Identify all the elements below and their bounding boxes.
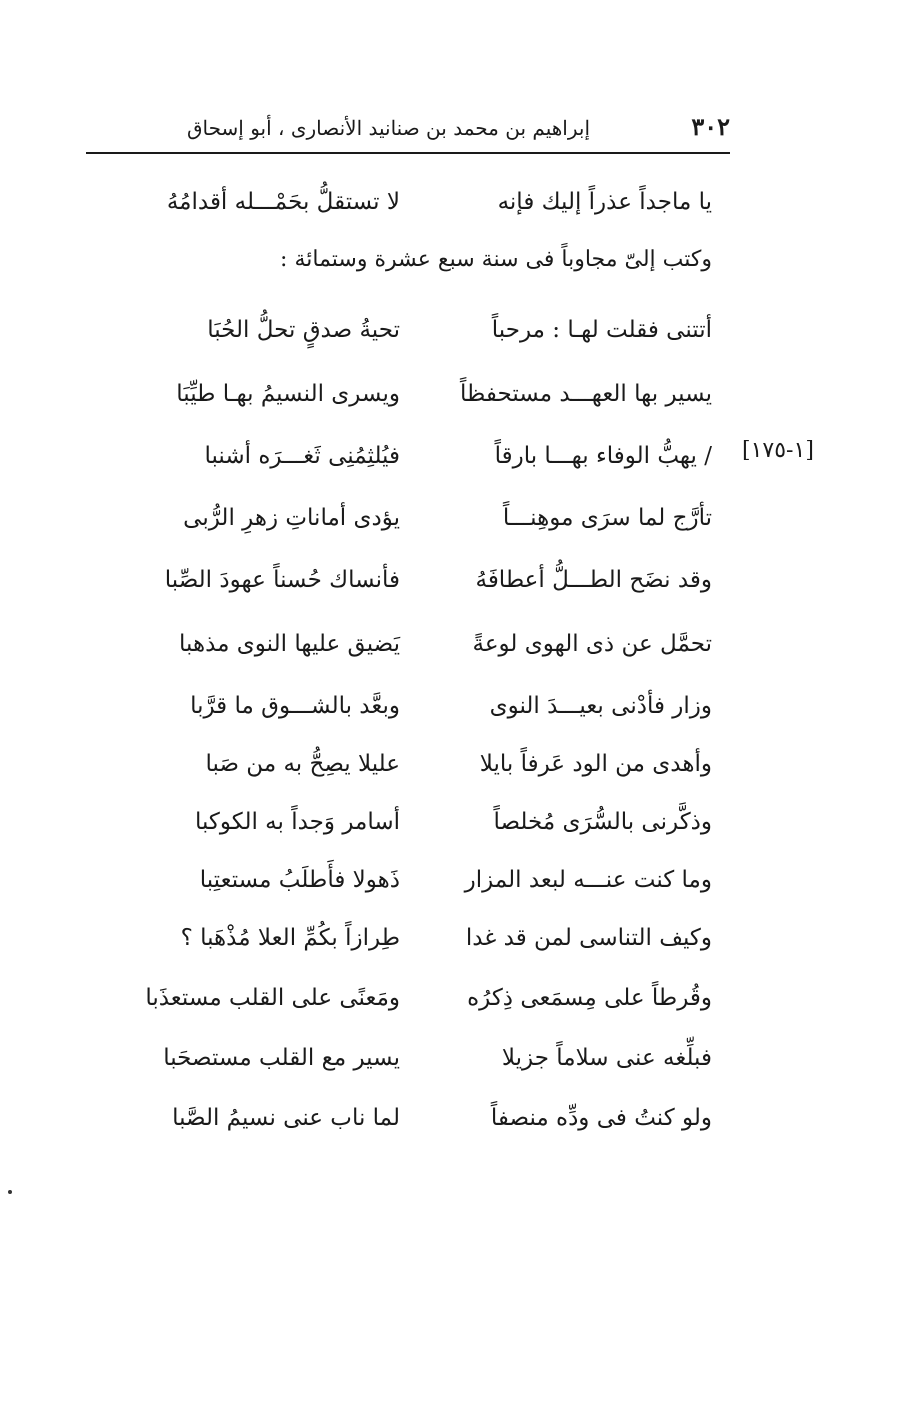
- page-header: [86, 112, 730, 152]
- hemistich-first: وزار فأدْنى بعيـــدَ النوى: [489, 693, 712, 719]
- page-number: ٣٠٢: [691, 112, 730, 141]
- opening-verse: [100, 180, 712, 224]
- hemistich-first: أتتنى فقلت لهـا : مرحباً: [491, 317, 712, 343]
- hemistich-second: يسير مع القلب مستصحَبا: [163, 1045, 400, 1071]
- hemistich-first: ولو كنتُ فى ودِّه منصفاً: [490, 1105, 712, 1131]
- hemistich-second: ومَعنًى على القلب مستعذَبا: [145, 985, 400, 1011]
- verse: [100, 434, 712, 478]
- hemistich-second: عليلا يصِحُّ به من صَبا: [205, 751, 400, 777]
- scan-speck: [8, 1190, 12, 1194]
- hemistich-second: ويسرى النسيمُ بهـا طيِّبَا: [176, 381, 400, 407]
- verse: [100, 1096, 712, 1140]
- verse: [100, 1036, 712, 1080]
- hemistich-second: لما ناب عنى نسيمُ الصَّبا: [172, 1105, 400, 1131]
- hemistich-first: يسير بها العهـــد مستحفظاً: [459, 381, 712, 407]
- prose-line: وكتب إلىّ مجاوباً فى سنة سبع عشرة وستمائة :: [280, 247, 712, 272]
- hemistich-first: / يهبُّ الوفاء بهـــا بارقاً: [494, 443, 712, 469]
- hemistich-second: يَضيق عليها النوى مذهبا: [179, 631, 400, 657]
- hemistich-second: ذَهولا فأَطلَبُ مستعتِبا: [199, 867, 400, 893]
- hemistich-first: وقد نضَح الطـــلُّ أعطافَهُ: [475, 567, 712, 593]
- margin-reference: [١-١٧٥]: [742, 438, 814, 463]
- hemistich-first: تأرَّج لما سرَى موهِنـــاً: [502, 505, 712, 531]
- hemistich-second: أسامر وَجداً به الكوكبا: [194, 809, 400, 835]
- verse: [100, 858, 712, 902]
- verse: [100, 800, 712, 844]
- hemistich-first: فبلِّغه عنى سلاماً جزيلا: [501, 1045, 712, 1071]
- hemistich-first: تحمَّل عن ذى الهوى لوعةً: [472, 631, 712, 657]
- verse: [100, 558, 712, 602]
- verse: [100, 622, 712, 666]
- header-rule: [86, 152, 730, 154]
- hemistich-second: وبعَّد بالشـــوق ما قرَّبا: [190, 693, 400, 719]
- hemistich-first: وقُرطاً على مِسمَعى ذِكرُه: [467, 985, 712, 1011]
- verse: [100, 916, 712, 960]
- hemistich-second: فيُلثِمُنِى ثَغـــرَه أشنبا: [204, 443, 400, 469]
- running-title: إبراهيم بن محمد بن صنانيد الأنصارى ، أبو إسحاق: [187, 116, 590, 140]
- hemistich-first: يا ماجداً عذراً إليك فإنه: [497, 189, 712, 215]
- hemistich-second: يؤدى أماناتِ زهرِ الرُّبى: [183, 505, 400, 531]
- verse: [100, 684, 712, 728]
- hemistich-first: وذكَّرنى بالسُّرَى مُخلصاً: [493, 809, 712, 835]
- verse: [100, 308, 712, 352]
- verse: [100, 976, 712, 1020]
- hemistich-second: تحيةُ صدقٍ تحلُّ الحُبَا: [207, 317, 400, 343]
- verse: [100, 496, 712, 540]
- verse: [100, 742, 712, 786]
- hemistich-first: وما كنت عنـــه لبعد المزار: [464, 867, 712, 893]
- hemistich-second: طِرازاً بكُمِّ العلا مُذْهَبا ؟: [180, 925, 400, 951]
- hemistich-second: فأنساك حُسناً عهودَ الصِّبا: [164, 567, 400, 593]
- hemistich-second: لا تستقلُّ بحَمْـــله أقدامُهُ: [166, 189, 400, 215]
- hemistich-first: وكيف التناسى لمن قد غدا: [465, 925, 712, 951]
- hemistich-first: وأهدى من الود عَرفاً بايلا: [479, 751, 712, 777]
- verse: [100, 372, 712, 416]
